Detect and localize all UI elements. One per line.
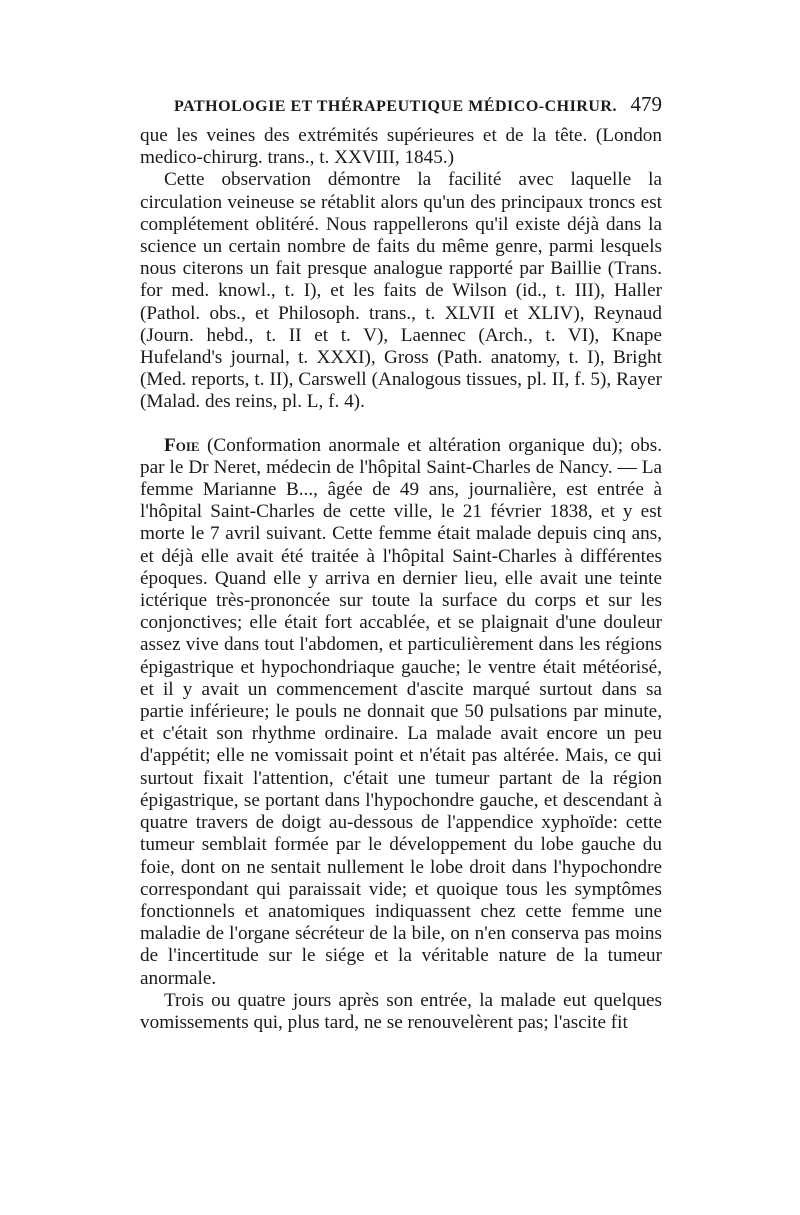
paragraph-continuation: que les veines des extrémités supérieures et de la tête. (London medico-chirurg. trans., t. XXVIII, 1845.) bbox=[140, 125, 662, 169]
paragraph-foie bbox=[140, 435, 662, 990]
paragraph-observation: Cette observation démontre la facilité avec laquelle la circulation veineuse se rétablit alors qu'un des principaux troncs est complétement oblitéré. Nous rappellerons qu'il existe déjà dans la science un certain nombre de faits du même genre, parmi lesquels nous citerons un fait presque analogue rapporté par Baillie (Trans. for med. knowl., t. I), et les faits de Wilson (id., t. III), Haller (Pathol. obs., et Philosoph. trans., t. XLVII et XLIV), Reynaud (Journ. hebd., t. II et t. V), Laennec (Arch., t. VI), Knape Hufeland's journal, t. XXXI), Gross (Path. anatomy, t. I), Bright (Med. reports, t. II), Carswell (Analogous tissues, pl. II, f. 5), Rayer (Malad. des reins, pl. L, f. 4). bbox=[140, 169, 662, 413]
paragraph-trois: Trois ou quatre jours après son entrée, la malade eut quelques vomissements qui, plus tard, ne se renouvelèrent pas; l'ascite fit bbox=[140, 989, 662, 1033]
page-number: 479 bbox=[630, 92, 662, 116]
running-header bbox=[174, 92, 662, 117]
section-gap bbox=[140, 414, 662, 435]
section-lead-word: Foie bbox=[164, 434, 200, 456]
paragraph-foie-text: (Conformation anormale et altération organique du); obs. par le Dr Neret, médecin de l'hôpital Saint-Charles de Nancy. — La femme Marianne B..., âgée de 49 ans, journalière, est entrée à l'hôpital Saint-Charles de cette ville, le 21 février 1838, et y est morte le 7 avril suivant. Cette femme était malade depuis cinq ans, et déjà elle avait été traitée à l'hôpital Saint-Charles à différentes époques. Quand elle y arriva en dernier lieu, elle avait une teinte ictérique très-prononcée sur toute la surface du corps et sur les conjonctives; elle était fort accablée, et se plaignait d'une douleur assez vive dans tout l'abdomen, et particulièrement dans les régions épigastrique et hypochondriaque gauche; le ventre était météorisé, et il y avait un commencement d'ascite marqué surtout dans sa partie inférieure; le pouls ne donnait que 50 pulsations par minute, et c'était son rhythme ordinaire. La malade avait encore un peu d'appétit; elle ne vomissait point et n'était pas altérée. Mais, ce qui surtout fixait l'attention, c'était une tumeur partant de la région épigastrique, se portant dans l'hypochondre gauche, et descendant à quatre travers de doigt au-dessous de l'appendice xyphoïde: cette tumeur semblait formée par le développement du lobe gauche du foie, dont on ne sentait nullement le lobe droit dans l'hypochondre correspondant qui paraissait vide; et quoique tous les symptômes fonctionnels et anatomiques indiquassent chez cette femme une maladie de l'organe sécréteur de la bile, on n'en conserva pas moins de l'incertitude sur le siége et la véritable nature de la tumeur anormale. bbox=[140, 434, 663, 989]
book-page bbox=[140, 92, 662, 1034]
body-text bbox=[140, 125, 662, 1034]
running-title: PATHOLOGIE ET THÉRAPEUTIQUE MÉDICO-CHIRUR. bbox=[174, 98, 617, 115]
